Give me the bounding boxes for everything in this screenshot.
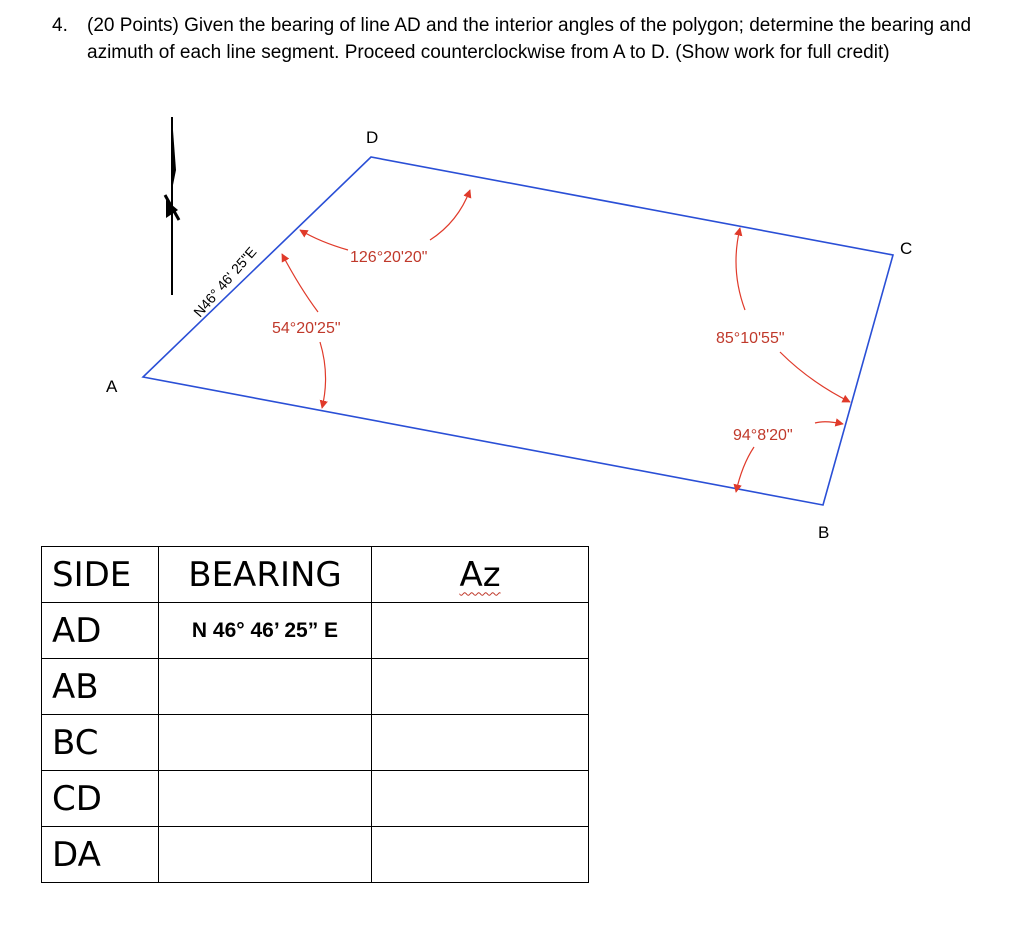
table-row <box>42 827 589 883</box>
point-label-b: B <box>818 523 830 540</box>
table-header-row <box>42 547 589 603</box>
cell-bearing[interactable] <box>159 659 372 715</box>
angle-arc-d <box>300 190 470 250</box>
question-number: 4. <box>52 15 68 36</box>
given-bearing-label: N46° 46' 25"E <box>190 243 260 320</box>
angle-label-c: 85°10'55" <box>716 330 785 347</box>
cell-az[interactable] <box>372 603 589 659</box>
point-label-c: C <box>900 239 913 258</box>
cell-side: AB <box>42 659 159 715</box>
angle-arc-c <box>736 228 850 402</box>
point-label-d: D <box>366 128 379 147</box>
cell-az[interactable] <box>372 771 589 827</box>
cell-side: AD <box>42 603 159 659</box>
cell-side: BC <box>42 715 159 771</box>
header-side: SIDE <box>42 547 159 603</box>
answer-table <box>41 546 589 883</box>
angle-label-a: 54°20'25" <box>272 320 341 337</box>
table-row <box>42 603 589 659</box>
north-arrow-icon <box>165 117 179 295</box>
table-row <box>42 771 589 827</box>
header-bearing: BEARING <box>159 547 372 603</box>
cell-bearing[interactable] <box>159 715 372 771</box>
angle-label-d: 126°20'20" <box>350 249 428 266</box>
angle-label-b: 94°8'20" <box>733 427 793 444</box>
cell-bearing[interactable] <box>159 827 372 883</box>
question-text: (20 Points) Given the bearing of line AD and the interior angles of the polygon; determine the bearing and azimuth of each line segment. Proceed counterclockwise from A to D. (Show work for full credit) <box>87 15 972 63</box>
cell-side: CD <box>42 771 159 827</box>
cell-bearing[interactable] <box>159 771 372 827</box>
cell-side: DA <box>42 827 159 883</box>
cell-az[interactable] <box>372 715 589 771</box>
cell-az[interactable] <box>372 827 589 883</box>
table-row <box>42 715 589 771</box>
cell-az[interactable] <box>372 659 589 715</box>
point-label-a: A <box>106 377 118 396</box>
header-az <box>372 547 589 603</box>
header-az-text: Az <box>459 554 501 595</box>
table-row <box>42 659 589 715</box>
cell-bearing[interactable]: N 46° 46’ 25” E <box>159 603 372 659</box>
